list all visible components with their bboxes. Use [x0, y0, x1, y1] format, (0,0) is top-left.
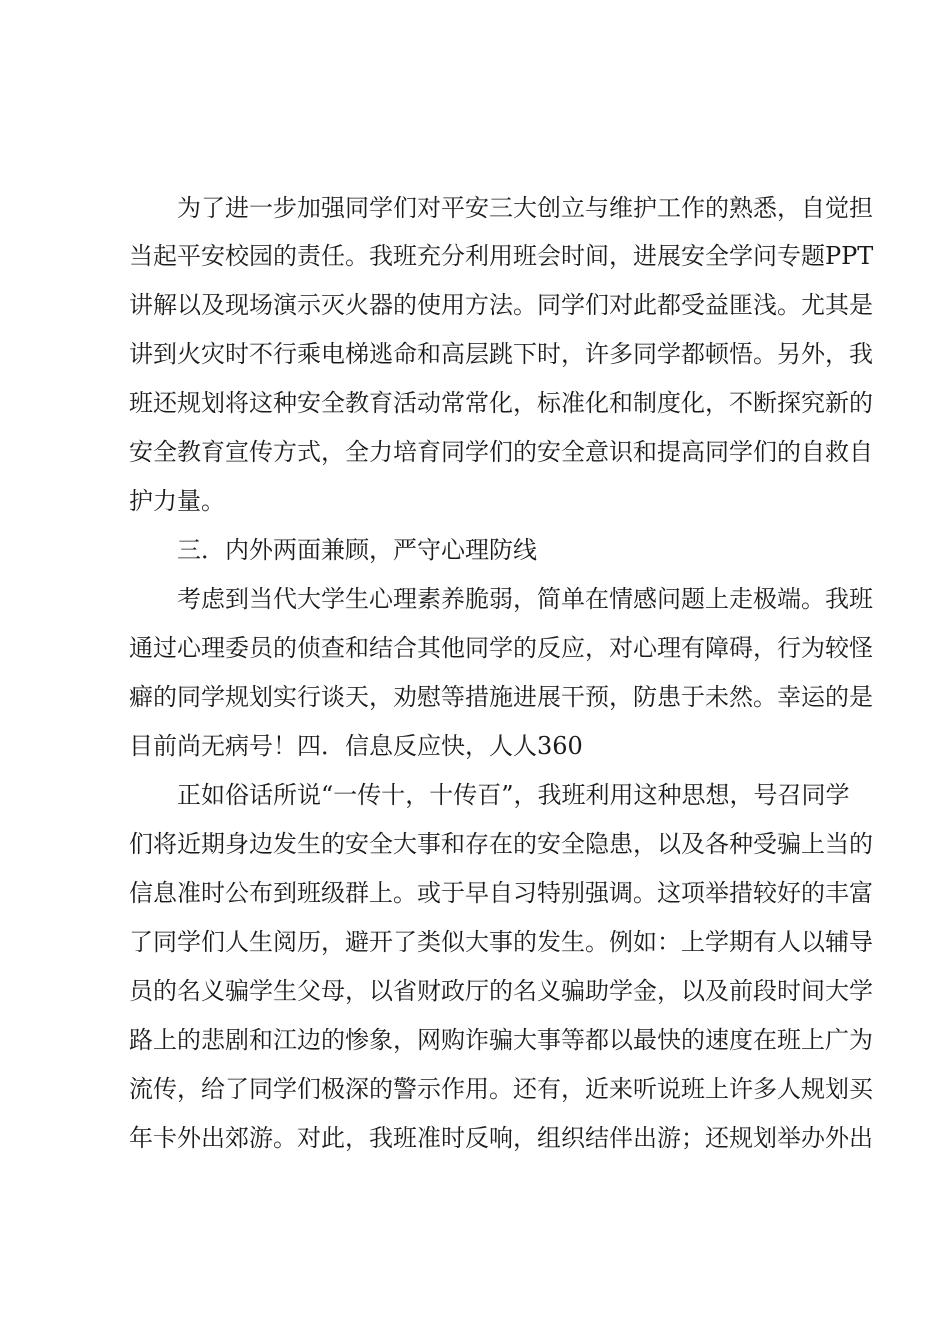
- paragraph-4-line-8: 年卡外出郊游。对此，我班准时反响，组织结伴出游；还规划举办外出: [129, 1124, 873, 1152]
- paragraph-1-line-7: 护力量。: [129, 487, 225, 515]
- paragraph-1-line-3: 讲解以及现场演示灭火器的使用方法。同学们对此都受益匪浅。尤其是: [129, 291, 873, 319]
- paragraph-1-line-5: 班还规划将这种安全教育活动常常化，标准化和制度化，不断探究新的: [129, 389, 873, 417]
- paragraph-3-line-2: 通过心理委员的侦查和结合其他同学的反应，对心理有障碍，行为较怪: [129, 634, 873, 662]
- paragraph-4-line-3: 信息准时公布到班级群上。或于早自习特别强调。这项举措较好的丰富: [129, 879, 873, 907]
- paragraph-4-line-1: 正如俗话所说“一传十，十传百”，我班利用这种思想，号召同学: [177, 781, 850, 809]
- section-heading: 三．内外两面兼顾，严守心理防线: [177, 536, 537, 564]
- paragraph-3-line-1: 考虑到当代大学生心理素养脆弱，简单在情感问题上走极端。我班: [177, 585, 873, 613]
- paragraph-4-line-2: 们将近期身边发生的安全大事和存在的安全隐患，以及各种受骗上当的: [129, 830, 873, 858]
- paragraph-1-line-1: 为了进一步加强同学们对平安三大创立与维护工作的熟悉，自觉担: [177, 194, 873, 222]
- paragraph-4-line-6: 路上的悲剧和江边的惨象，网购诈骗大事等都以最快的速度在班上广为: [129, 1026, 873, 1054]
- paragraph-3-line-4: 目前尚无病号！四．信息反应快，人人360: [129, 732, 583, 760]
- paragraph-1-line-4: 讲到火灾时不行乘电梯逃命和高层跳下时，许多同学都顿悟。另外，我: [129, 340, 873, 368]
- paragraph-3-line-3: 癖的同学规划实行谈天，劝慰等措施进展干预，防患于未然。幸运的是: [129, 683, 873, 711]
- paragraph-4-line-4: 了同学们人生阅历，避开了类似大事的发生。例如：上学期有人以辅导: [129, 928, 873, 956]
- paragraph-4-line-5: 员的名义骗学生父母，以省财政厅的名义骗助学金，以及前段时间大学: [129, 977, 873, 1005]
- paragraph-4-line-7: 流传，给了同学们极深的警示作用。还有，近来听说班上许多人规划买: [129, 1075, 873, 1103]
- paragraph-1-line-2: 当起平安校园的责任。我班充分利用班会时间，进展安全学问专题PPT: [129, 242, 874, 270]
- paragraph-1-line-6: 安全教育宣传方式，全力培育同学们的安全意识和提高同学们的自救自: [129, 438, 873, 466]
